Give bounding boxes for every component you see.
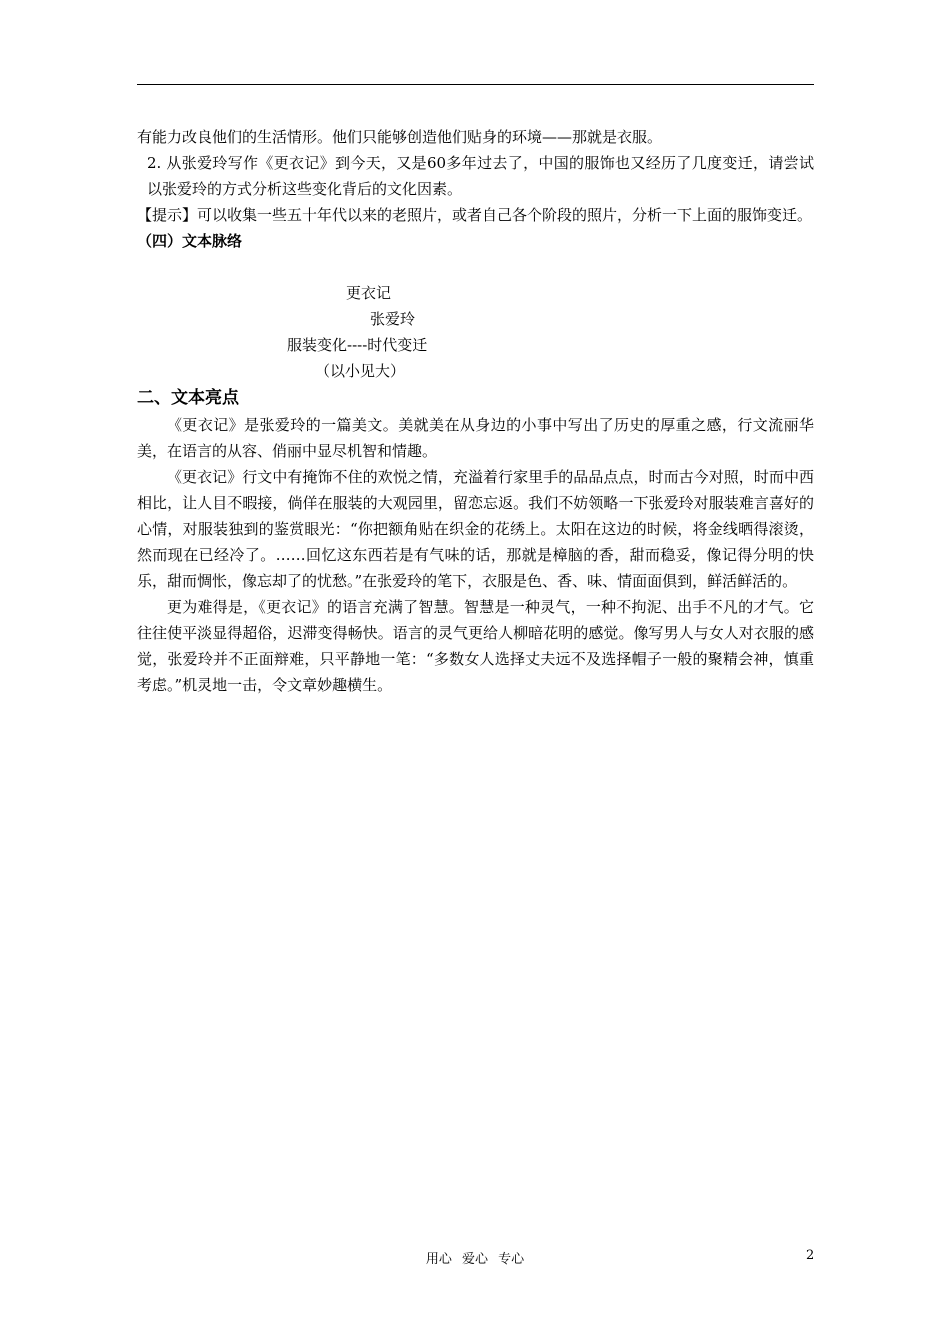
highlight-paragraph-1: 《更衣记》是张爱玲的一篇美文。美就美在从身边的小事中写出了历史的厚重之感，行文流丽华美，在语言的从容、俏丽中显尽机智和情趣。 [137, 416, 814, 460]
outline-note: （以小见大） [315, 362, 406, 380]
outline-title: 更衣记 [346, 284, 392, 302]
question-2: 2. 从张爱玲写作《更衣记》到今天，又是60多年过去了，中国的服饰也又经历了几度变迁，请尝试以张爱玲的方式分析这些变化背后的文化因素。 [147, 154, 814, 198]
highlight-paragraph-3: 更为难得是，《更衣记》的语言充满了智慧。智慧是一种灵气，一种不拘泥、出手不凡的才气。它往往使平淡显得超俗，迟滞变得畅快。语言的灵气更给人柳暗花明的感觉。像写男人与女人对衣服的感觉，张爱玲并不正面辩难，只平静地一笔：“多数女人选择丈夫远不及选择帽子一般的聚精会神，慎重考虑。”机灵地一击，令文章妙趣横生。 [137, 598, 814, 694]
outline-author: 张爱玲 [370, 310, 416, 328]
header-rule [137, 84, 814, 85]
footer-motto: 用心 爱心 专心 [425, 1252, 525, 1267]
section-heading-text-structure: （四）文本脉络 [137, 232, 243, 250]
outline-theme: 服装变化----时代变迁 [287, 336, 428, 354]
text-structure-outline [137, 258, 814, 380]
highlight-paragraph-2: 《更衣记》行文中有掩饰不住的欢悦之情，充溢着行家里手的品品点点，时而古今对照，时而中西相比，让人目不暇接，倘佯在服装的大观园里，留恋忘返。我们不妨领略一下张爱玲对服装难言喜好的心情，对服装独到的鉴赏眼光：“你把额角贴在织金的花绣上。太阳在这边的时候，将金线晒得滚烫，然而现在已经冷了。……回忆这东西若是有气味的话，那就是樟脑的香，甜而稳妥，像记得分明的快乐，甜而惆怅，像忘却了的忧愁。”在张爱玲的笔下，衣服是色、香、味、情面面俱到，鲜活鲜活的。 [137, 468, 814, 590]
paragraph-continuation: 有能力改良他们的生活情形。他们只能够创造他们贴身的环境——那就是衣服。 [137, 128, 663, 146]
page-number: 2 [806, 1248, 815, 1263]
page-content [137, 124, 814, 698]
hint-paragraph: 【提示】可以收集一些五十年代以来的老照片，或者自己各个阶段的照片，分析一下上面的服饰变迁。 [137, 206, 813, 224]
section-heading-highlights: 二、文本亮点 [137, 388, 239, 408]
